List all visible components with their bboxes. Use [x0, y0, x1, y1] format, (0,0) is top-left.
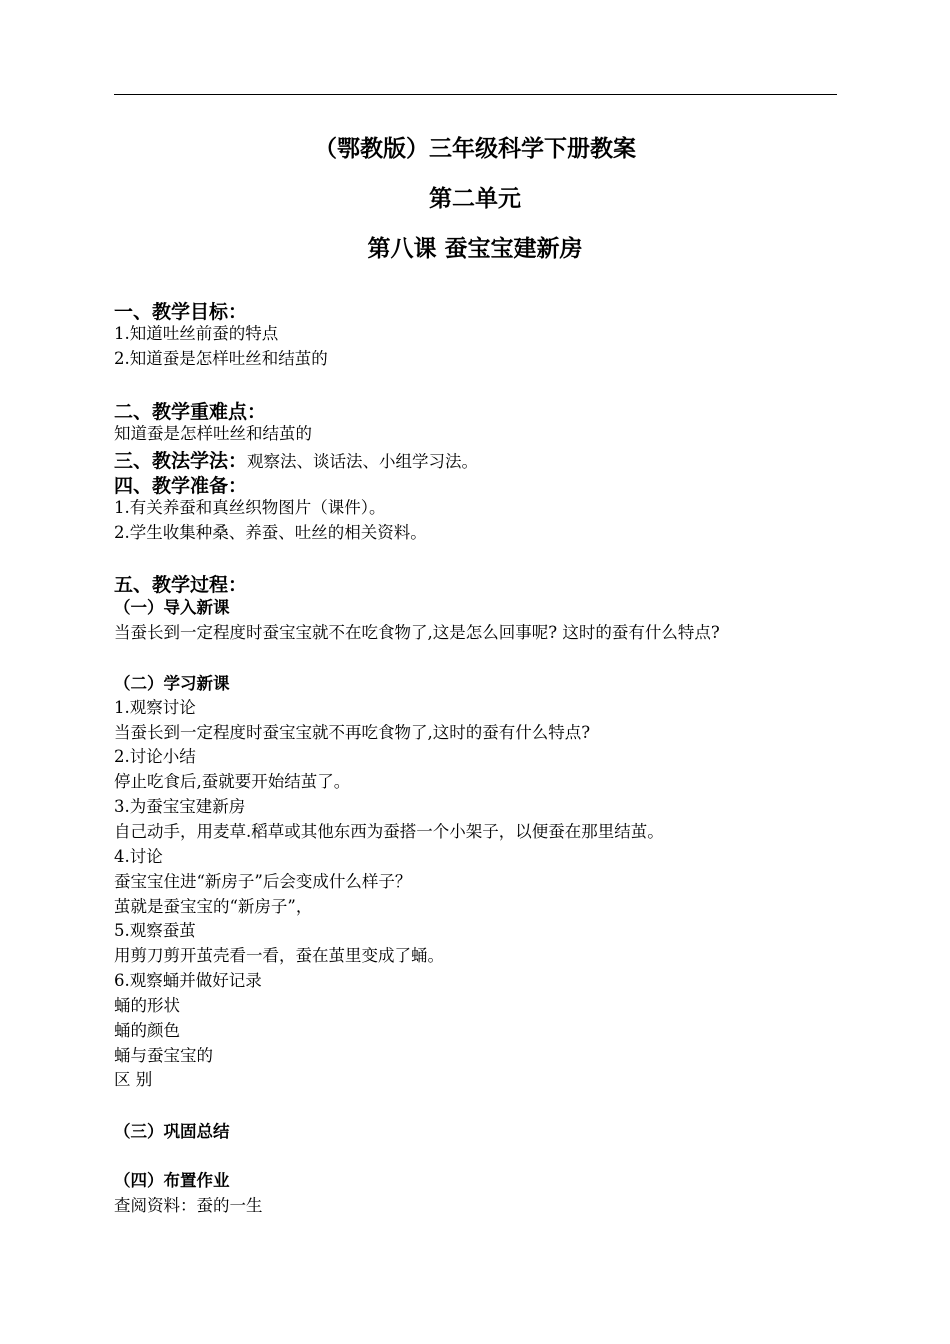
preparation-item: 1.有关养蚕和真丝织物图片（课件）。 [114, 498, 386, 517]
part4-heading: （四）布置作业 [114, 1171, 230, 1190]
part4-text: 查阅资料：蚕的一生 [114, 1196, 263, 1215]
methods-heading: 三、教法学法： [114, 450, 248, 472]
methods-line [114, 449, 478, 474]
preparation-heading: 四、教学准备： [114, 475, 248, 497]
unit-title: 第二单元 [429, 186, 521, 212]
part2-line: 用剪刀剪开茧壳看一看，蚕在茧里变成了蛹。 [114, 946, 444, 965]
header-rule [114, 94, 837, 95]
part2-line: 当蚕长到一定程度时蚕宝宝就不再吃食物了,这时的蚕有什么特点? [114, 723, 591, 742]
part2-line: 6.观察蛹并做好记录 [114, 971, 262, 990]
document-title: （鄂教版）三年级科学下册教案 [314, 136, 636, 162]
part2-line: 蚕宝宝住进“新房子”后会变成什么样子？ [114, 872, 412, 891]
lesson-title: 第八课 蚕宝宝建新房 [367, 236, 583, 262]
process-heading: 五、教学过程： [114, 574, 248, 596]
part2-heading: （二）学习新课 [114, 674, 230, 693]
preparation-item: 2.学生收集种桑、养蚕、吐丝的相关资料。 [114, 523, 427, 542]
part2-line: 1.观察讨论 [114, 698, 196, 717]
part2-line: 5.观察蚕茧 [114, 921, 196, 940]
part2-line: 4.讨论 [114, 847, 163, 866]
part2-line: 停止吃食后,蚕就要开始结茧了。 [114, 772, 351, 791]
objective-item: 2.知道蚕是怎样吐丝和结茧的 [114, 349, 328, 368]
key-points-text: 知道蚕是怎样吐丝和结茧的 [114, 424, 312, 443]
part2-line: 区 别 [114, 1070, 153, 1089]
part2-line: 蛹的颜色 [114, 1021, 180, 1040]
part2-line: 蛹的形状 [114, 996, 180, 1015]
part2-line: 3.为蚕宝宝建新房 [114, 797, 246, 816]
part3-heading: （三）巩固总结 [114, 1122, 230, 1141]
key-points-heading: 二、教学重难点： [114, 401, 267, 423]
part2-line: 2.讨论小结 [114, 747, 196, 766]
methods-text: 观察法、谈话法、小组学习法。 [247, 452, 479, 471]
objective-item: 1.知道吐丝前蚕的特点 [114, 324, 279, 343]
part1-text: 当蚕长到一定程度时蚕宝宝就不在吃食物了,这是怎么回事呢? 这时的蚕有什么特点? [114, 623, 720, 642]
part2-line: 茧就是蚕宝宝的“新房子”， [114, 897, 313, 916]
part1-heading: （一）导入新课 [114, 598, 230, 617]
part2-line: 自己动手，用麦草.稻草或其他东西为蚕搭一个小架子，以便蚕在那里结茧。 [114, 822, 664, 841]
part2-line: 蛹与蚕宝宝的 [114, 1046, 213, 1065]
objectives-heading: 一、教学目标： [114, 301, 248, 323]
